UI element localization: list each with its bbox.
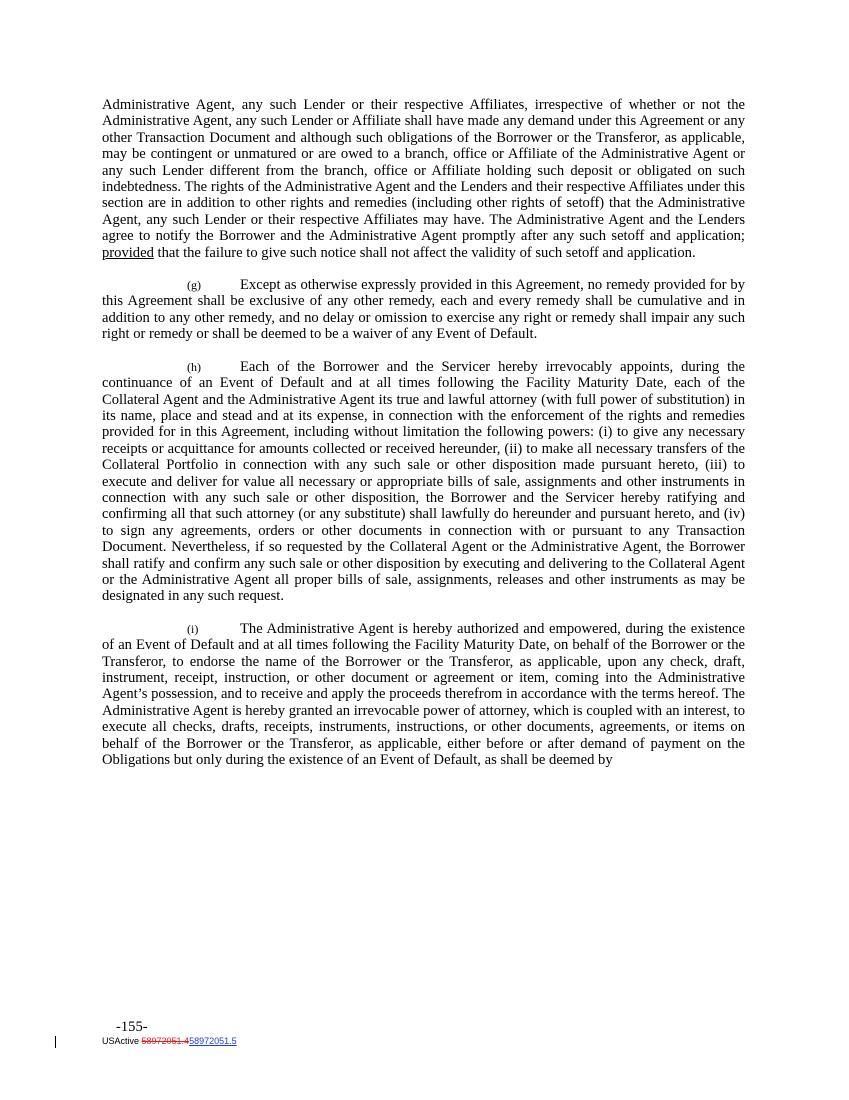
page-number: -155- bbox=[116, 1019, 148, 1035]
paragraph-i bbox=[102, 621, 745, 769]
paragraph-g bbox=[102, 277, 745, 343]
document-id-inserted: 58972051.5 bbox=[189, 1036, 237, 1046]
document-body bbox=[102, 97, 745, 784]
paragraph-g-text: Except as otherwise expressly provided in this Agreement, no remedy provided for by this Agreement shall be exclusive of any other remedy, each and every remedy shall be cumulative and in addition to any other remedy, and no delay or omission to exercise any right or remedy shall impair any such right or remedy or shall be deemed to be a waiver of any Event of Default. bbox=[102, 277, 745, 343]
clause-marker-g: (g) bbox=[187, 278, 201, 293]
paragraph-text-end: that the failure to give such notice shall not affect the validity of such setoff and application. bbox=[153, 244, 696, 261]
document-id-prefix: USActive bbox=[102, 1036, 142, 1046]
paragraph-continuation bbox=[102, 97, 745, 261]
paragraph-h-text: Each of the Borrower and the Servicer hereby irrevocably appoints, during the continuance of an Event of Default and at all times following the Facility Maturity Date, each of the Collateral Agent and the Administrative Agent its true and lawful attorney (with full power of substitution) in its name, place and stead and at its expense, in connection with the enforcement of the rights and remedies provided for in this Agreement, including without limitation the following powers: (i) to give any necessary receipts or acquittance for amounts collected or received hereunder, (ii) to make all necessary transfers of the Collateral Portfolio in connection with any such sale or other disposition made pursuant hereto, (iii) to execute and deliver for value all necessary or appropriate bills of sale, assignments and other instruments in connection with any such sale or other disposition, the Borrower and the Servicer hereby ratifying and confirming all that such attorney (or any substitute) shall lawfully do hereunder and pursuant hereto, and (iv) to sign any agreements, orders or other documents in connection with or pursuant to any Transaction Document. Nevertheless, if so requested by the Collateral Agent or the Administrative Agent, the Borrower shall ratify and confirm any such sale or other disposition by executing and delivering to the Collateral Agent or the Administrative Agent all proper bills of sale, assignments, releases and other instruments as may be designated in any such request. bbox=[102, 358, 745, 605]
document-id-deleted: 58972051.4 bbox=[141, 1036, 190, 1046]
document-id-footer bbox=[102, 1036, 237, 1046]
clause-marker-h: (h) bbox=[187, 359, 201, 374]
paragraph-h bbox=[102, 359, 745, 605]
paragraph-i-text: The Administrative Agent is hereby authorized and empowered, during the existence of an Event of Default and at all times following the Facility Maturity Date, on behalf of the Borrower or the Transferor, to endorse the name of the Borrower or the Transferor, as applicable, upon any check, draft, instrument, receipt, instruction, or other document or agreement or item, coming into the Administrative Agent’s possession, and to receive and apply the proceeds therefrom in accordance with the terms hereof. The Administrative Agent is hereby granted an irrevocable power of attorney, which is coupled with an interest, to execute all checks, drafts, receipts, instruments, instructions, or other documents, agreements, or items on behalf of the Borrower or the Transferor, as applicable, either before or after demand of payment on the Obligations but only during the existence of an Event of Default, as shall be deemed by bbox=[102, 620, 745, 769]
provided-underlined-term: provided bbox=[102, 244, 154, 261]
revision-change-bar bbox=[55, 1036, 56, 1048]
clause-marker-i: (i) bbox=[187, 621, 199, 636]
paragraph-text: Administrative Agent, any such Lender or their respective Affiliates, irrespective of whether or not the Administrative Agent, any such Lender or Affiliate shall have made any demand under this Agreement or any other Transaction Document and although such obligations of the Borrower or the Transferor, as applicable, may be contingent or unmatured or are owed to a branch, office or Affiliate of the Administrative Agent or any such Lender different from the branch, office or Affiliate holding such deposit or obligated on such indebtedness. The rights of the Administrative Agent and the Lenders and their respective Affiliates under this section are in addition to other rights and remedies (including other rights of setoff) that the Administrative Agent, any such Lender or their respective Affiliates may have. The Administrative Agent and the Lenders agree to notify the Borrower and the Administrative Agent promptly after any such setoff and application; bbox=[102, 97, 745, 245]
